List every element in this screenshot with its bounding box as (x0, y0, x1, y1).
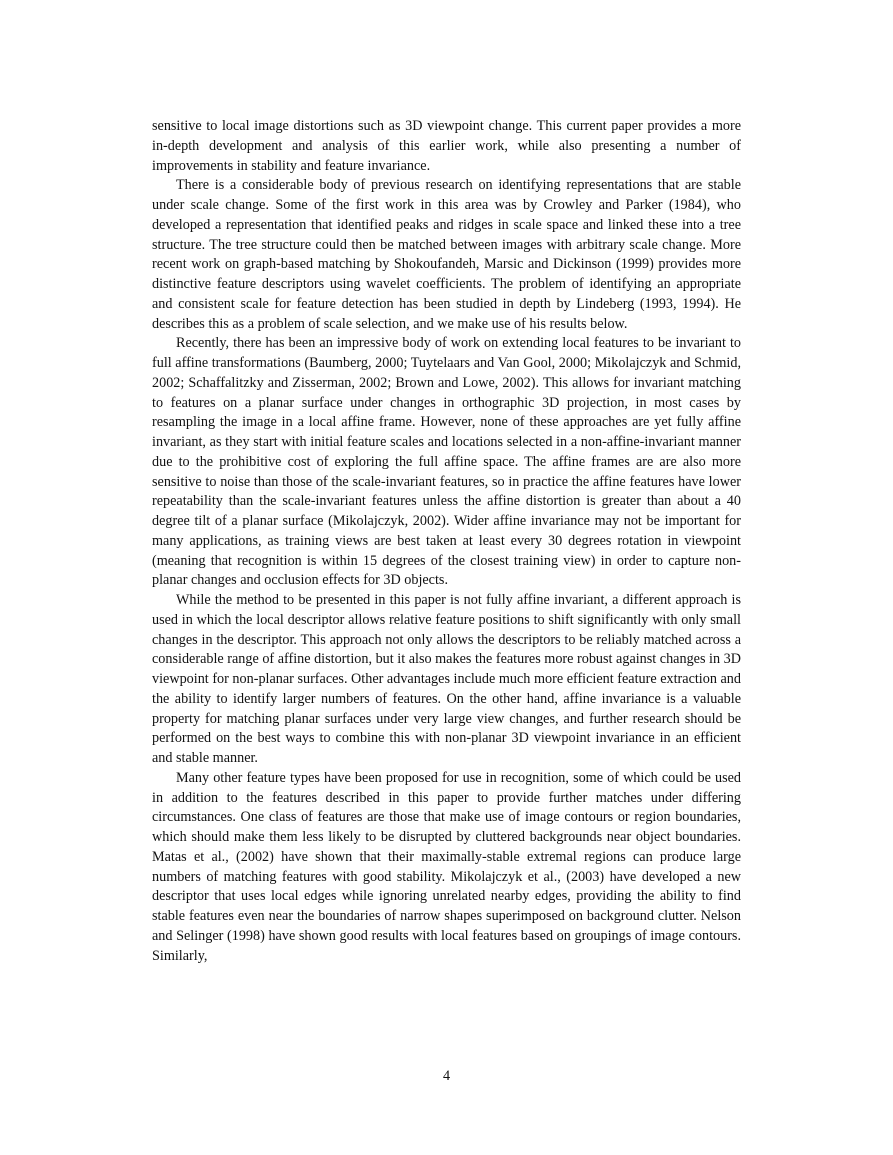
paragraph-scale-invariance: There is a considerable body of previous research on identifying representations that are stable under scale change. Some of the first work in this area was by Crowley and Parker (1984), who developed a representation that identified peaks and ridges in scale space and linked these into a tree structure. The tree structure could then be matched between images with arbitrary scale change. More recent work on graph-based matching by Shokoufandeh, Marsic and Dickinson (1999) provides more distinctive feature descriptors using wavelet coefficients. The problem of identifying an appropriate and consistent scale for feature detection has been studied in depth by Lindeberg (1993, 1994). He describes this as a problem of scale selection, and we make use of his results below. (152, 177, 741, 332)
page-body (152, 117, 741, 966)
paragraph-method-approach: While the method to be presented in this paper is not fully affine invariant, a different approach is used in which the local descriptor allows relative feature positions to shift significantly with only small changes in the descriptor. This approach not only allows the descriptors to be reliably matched across a considerable range of affine distortion, but it also makes the features more robust against changes in 3D viewpoint for non-planar surfaces. Other advantages include much more efficient feature extraction and the ability to identify larger numbers of features. On the other hand, affine invariance is a valuable property for matching planar surfaces under very large view changes, and further research should be performed on the best ways to combine this with non-planar 3D viewpoint invariance in an efficient and stable manner. (152, 592, 741, 766)
paragraph-other-features: Many other feature types have been proposed for use in recognition, some of which could be used in addition to the features described in this paper to provide further matches under differing circumstances. One class of features are those that make use of image contours or region boundaries, which should make them less likely to be disrupted by cluttered backgrounds near object boundaries. Matas et al., (2002) have shown that their maximally-stable extremal regions can produce large numbers of matching features with good stability. Mikolajczyk et al., (2003) have developed a new descriptor that uses local edges while ignoring unrelated nearby edges, providing the ability to find stable features even near the boundaries of narrow shapes superimposed on background clutter. Nelson and Selinger (1998) have shown good results with local features based on groupings of image contours. Similarly, (152, 769, 741, 964)
page-number: 4 (442, 1068, 451, 1084)
paragraph-continuation: sensitive to local image distortions such as 3D viewpoint change. This current paper provides a more in-depth development and analysis of this earlier work, while also presenting a number of improvements in stability and feature invariance. (152, 118, 741, 174)
paragraph-affine-invariance: Recently, there has been an impressive body of work on extending local features to be invariant to full affine transformations (Baumberg, 2000; Tuytelaars and Van Gool, 2000; Mikolajczyk and Schmid, 2002; Schaffalitzky and Zisserman, 2002; Brown and Lowe, 2002). This allows for invariant matching to features on a planar surface under changes in orthographic 3D projection, in most cases by resampling the image in a local affine frame. However, none of these approaches are yet fully affine invariant, as they start with initial feature scales and locations selected in a non-affine-invariant manner due to the prohibitive cost of exploring the full affine space. The affine frames are are also more sensitive to noise than those of the scale-invariant features, so in practice the affine features have lower repeatability than the scale-invariant features unless the affine distortion is greater than about a 40 degree tilt of a planar surface (Mikolajczyk, 2002). Wider affine invariance may not be important for many applications, as training views are best taken at least every 30 degrees rotation in viewpoint (meaning that recognition is within 15 degrees of the closest training view) in order to capture non-planar changes and occlusion effects for 3D objects. (152, 335, 741, 589)
